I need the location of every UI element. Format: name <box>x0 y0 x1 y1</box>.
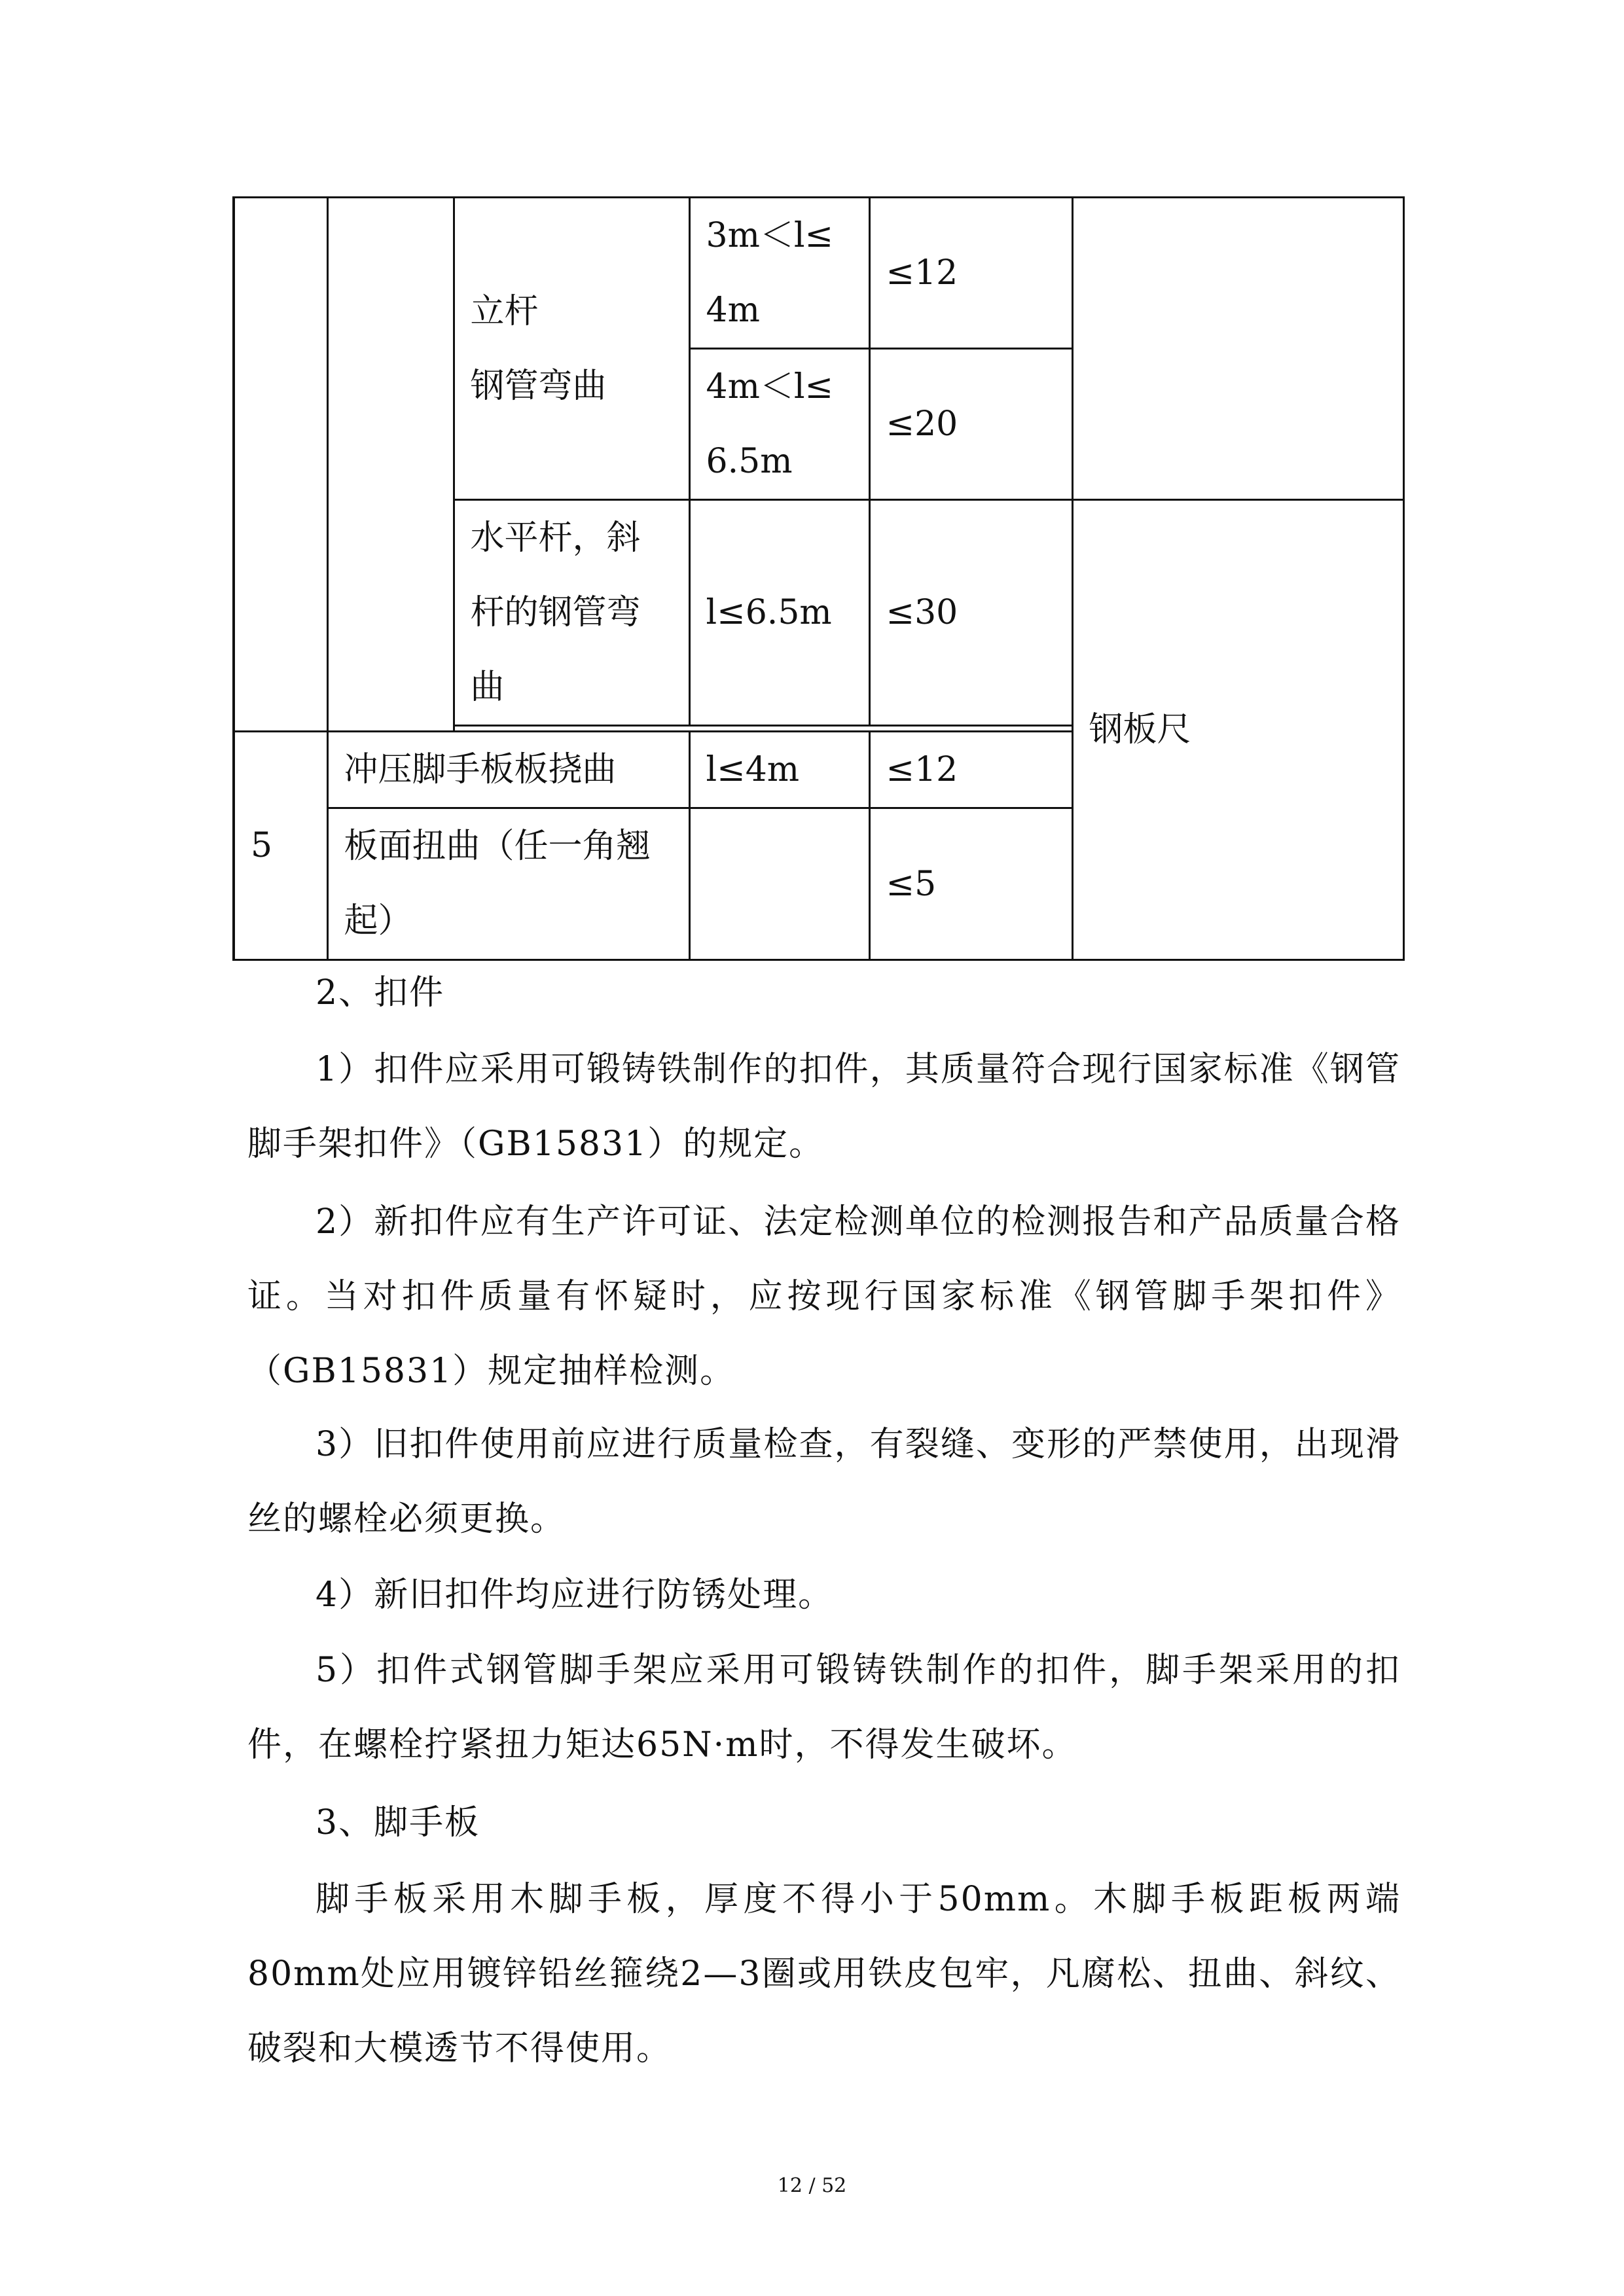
paragraph-fastener-2: 2）新扣件应有生产许可证、法定检测单位的检测报告和产品质量合格证。当对扣件质量有怀疑时，应按现行国家标准《钢管脚手架扣件》（GB15831）规定抽样检测。 <box>247 1202 1401 1391</box>
tool-cell <box>1072 500 1403 960</box>
twist-limit-cell <box>869 808 1072 960</box>
pole-bending-label-cell <box>454 198 689 500</box>
item-number-cell-continued <box>234 198 327 732</box>
pole-limit-1: ≤12 <box>886 253 958 293</box>
twist-range-cell <box>689 808 869 960</box>
paragraph-fastener-5: 5）扣件式钢管脚手架应采用可锻铸铁制作的扣件，脚手架采用的扣件，在螺栓拧紧扭力矩达65N·m时，不得发生破坏。 <box>247 1651 1401 1765</box>
pole-limit-2-cell <box>869 349 1072 500</box>
horizontal-bending-label-cell <box>454 500 689 726</box>
twist-label-cell <box>327 808 689 960</box>
pole-range-1-cell <box>689 198 869 349</box>
pole-range-1: 3m＜l≤ 4m <box>706 216 834 330</box>
section-heading-scaffold-board: 3、脚手板 <box>316 1803 480 1842</box>
twist-limit: ≤5 <box>886 864 937 904</box>
paragraph-fastener-3: 3）旧扣件使用前应进行质量检查，有裂缝、变形的严禁使用，出现滑丝的螺栓必须更换。 <box>247 1425 1401 1539</box>
pole-range-2: 4m＜l≤ 6.5m <box>706 367 834 481</box>
press-bending-label: 冲压脚手板板挠曲 <box>344 750 617 789</box>
press-range: l≤4m <box>706 750 800 789</box>
inspection-table <box>232 196 1405 961</box>
horizontal-range: l≤6.5m <box>706 593 832 632</box>
horizontal-range-cell <box>689 500 869 726</box>
press-limit: ≤12 <box>886 750 958 789</box>
page-number: 12 / 52 <box>777 2174 847 2197</box>
press-bending-label-cell <box>327 732 689 808</box>
tool-name: 钢板尺 <box>1089 710 1191 749</box>
pole-limit-1-cell <box>869 198 1072 349</box>
horizontal-bending-label: 水平杆，斜 杆的钢管弯 曲 <box>470 518 641 707</box>
horizontal-limit-cell <box>869 500 1072 726</box>
press-limit-cell <box>869 732 1072 808</box>
section-heading-fasteners: 2、扣件 <box>316 973 445 1013</box>
press-range-cell <box>689 732 869 808</box>
tool-cell-top <box>1072 198 1403 500</box>
horizontal-limit: ≤30 <box>886 593 958 632</box>
pole-limit-2: ≤20 <box>886 404 958 444</box>
item-number-cell <box>234 732 327 960</box>
pole-bending-label: 立杆 钢管弯曲 <box>470 291 607 406</box>
category-cell-continued <box>327 198 454 732</box>
paragraph-fastener-1: 1）扣件应采用可锻铸铁制作的扣件，其质量符合现行国家标准《钢管脚手架扣件》（GB15831）的规定。 <box>247 1050 1401 1164</box>
pole-range-2-cell <box>689 349 869 500</box>
twist-label: 板面扭曲（任一角翘 起） <box>344 827 651 941</box>
paragraph-fastener-4: 4）新旧扣件均应进行防锈处理。 <box>316 1575 834 1615</box>
paragraph-scaffold-board: 脚手板采用木脚手板，厚度不得小于50mm。木脚手板距板两端80mm处应用镀锌铅丝箍绕2—3圈或用铁皮包牢，凡腐松、扭曲、斜纹、破裂和大模透节不得使用。 <box>247 1880 1401 2068</box>
item-number: 5 <box>251 826 273 865</box>
